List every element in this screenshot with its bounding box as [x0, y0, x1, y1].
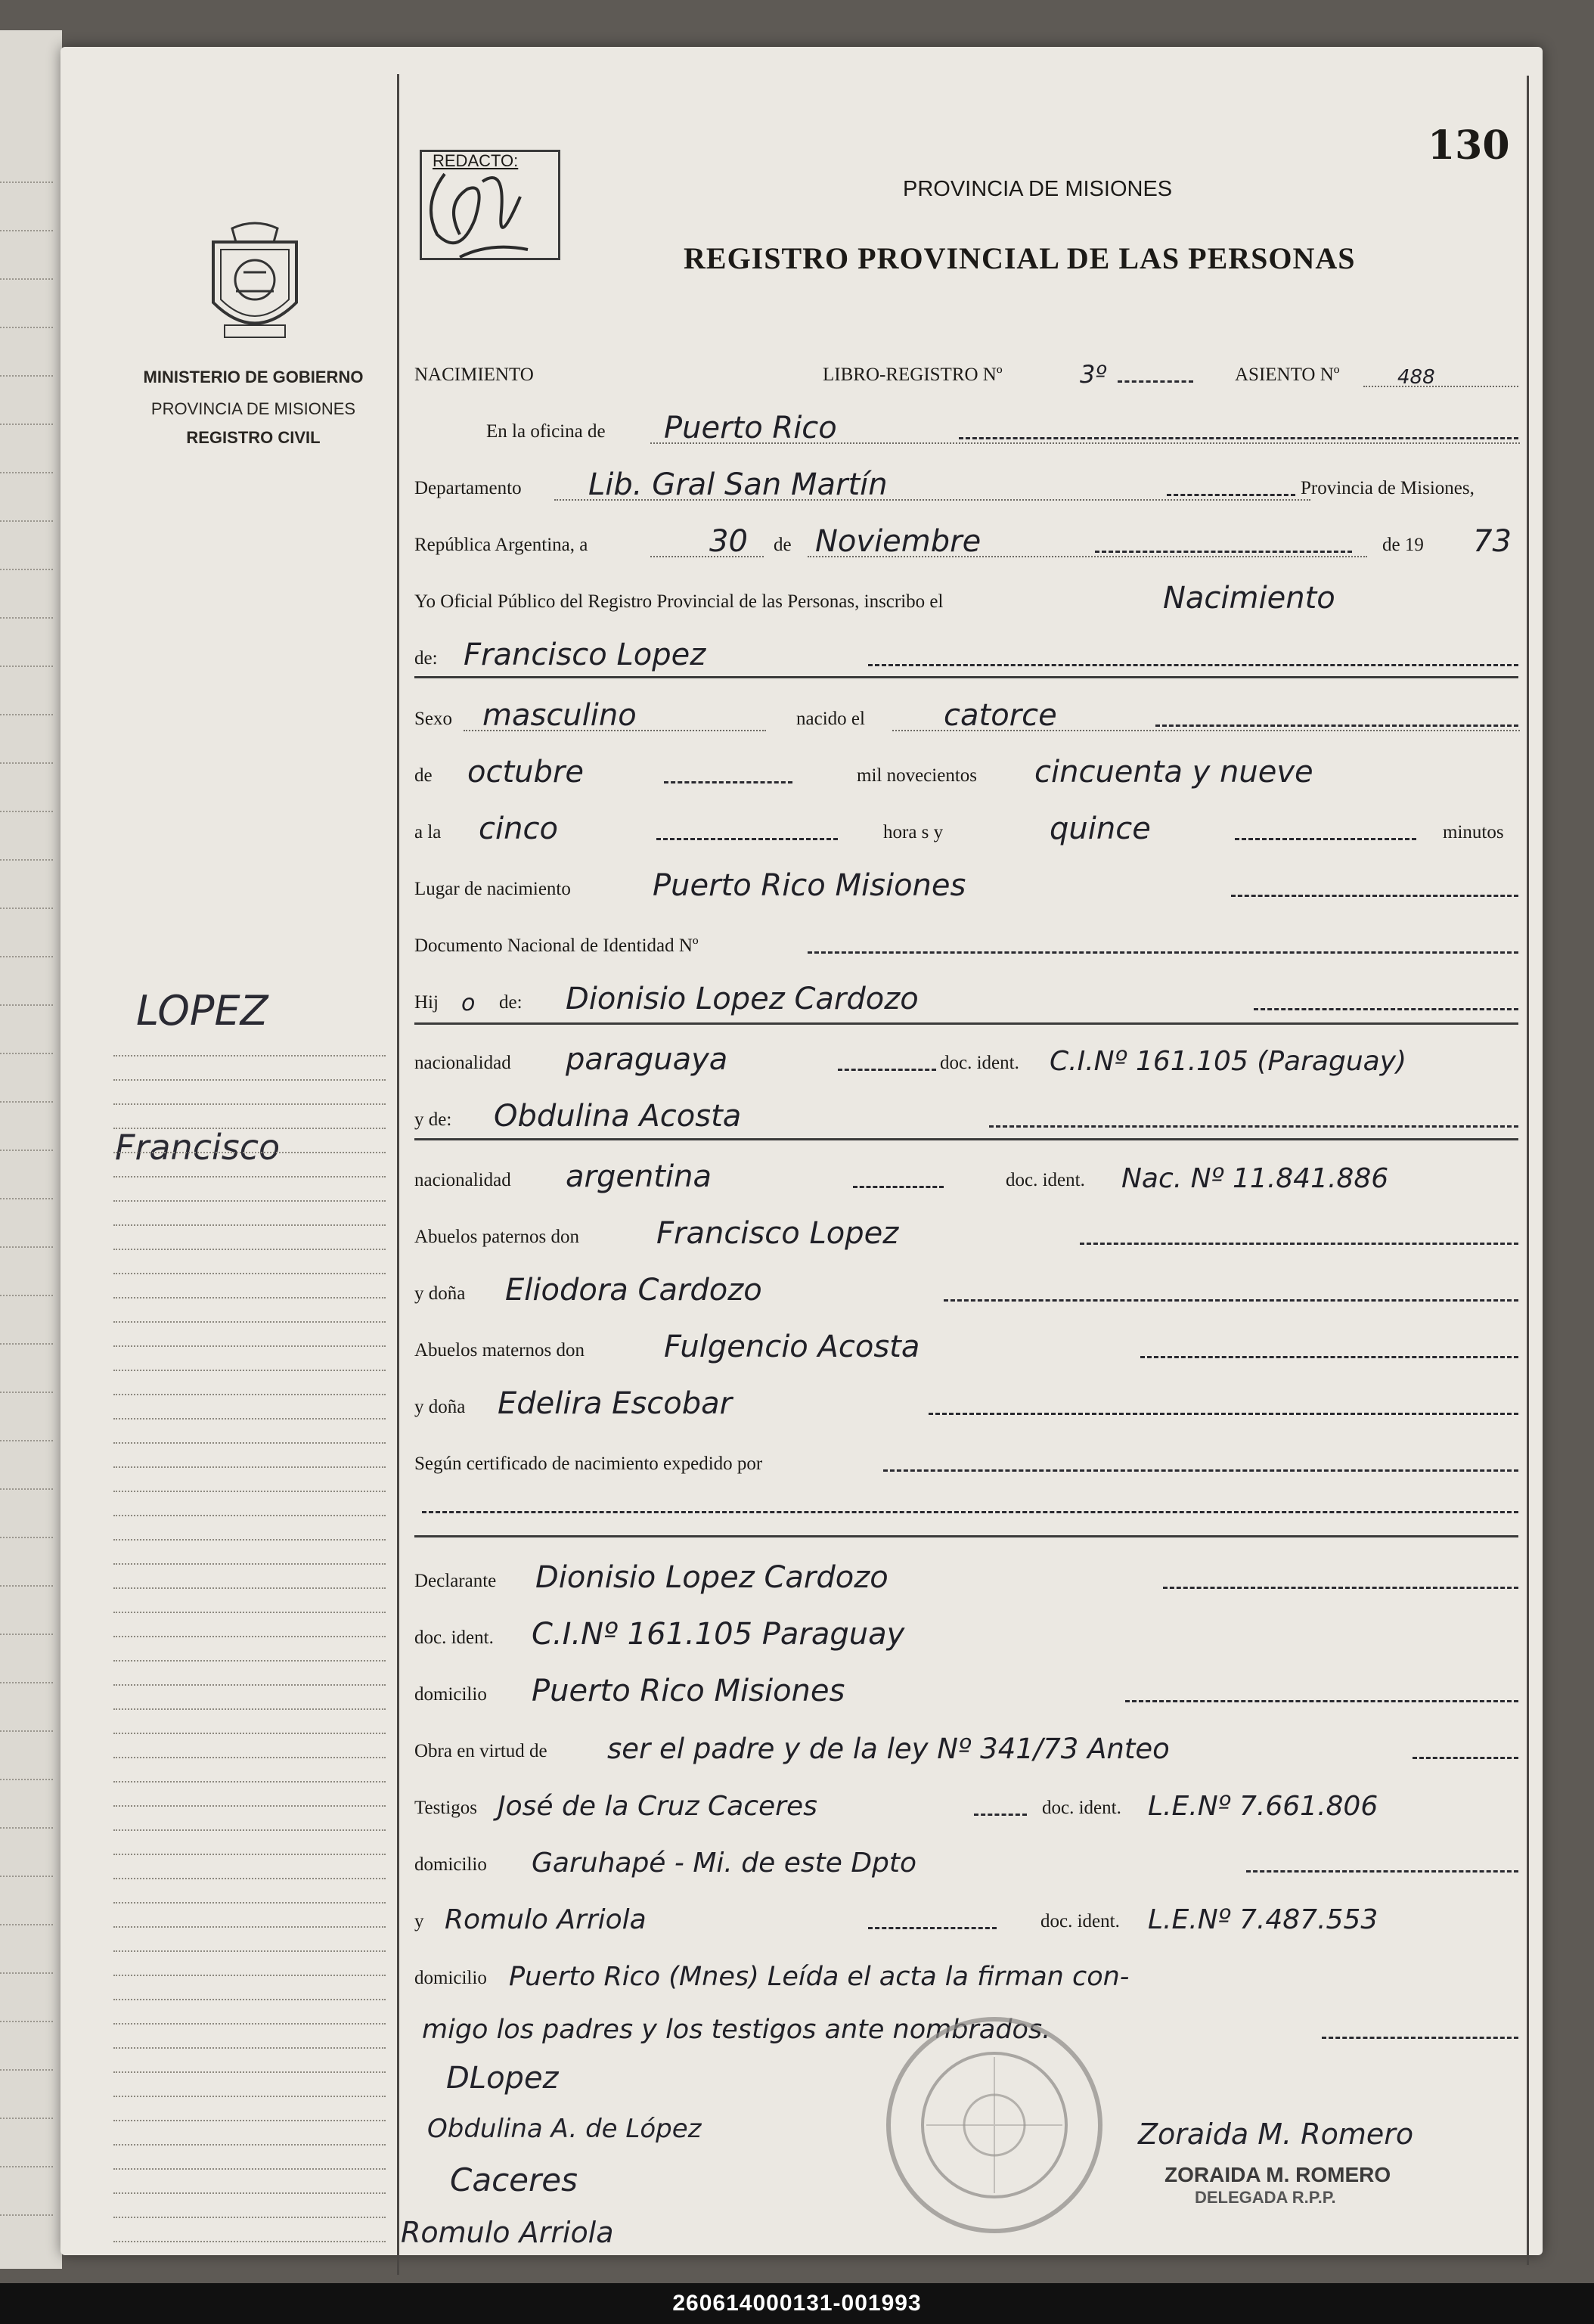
row-dni — [414, 919, 1520, 964]
facing-page-line — [0, 1537, 53, 1538]
year-label: de 19 — [1382, 535, 1424, 555]
pat-grandmother: Eliodora Cardozo — [505, 1273, 762, 1308]
facing-page-line — [0, 1392, 53, 1393]
row-sex — [414, 692, 1520, 737]
minute-value: quince — [1050, 811, 1151, 846]
row-official — [414, 575, 1520, 620]
facing-page-line — [0, 666, 53, 667]
address-label: domicilio — [414, 1968, 487, 1988]
office-value: Puerto Rico — [664, 411, 837, 445]
facing-page-line — [0, 1488, 53, 1490]
sex-label: Sexo — [414, 709, 452, 729]
decl-doc-value: C.I.Nº 161.105 Paraguay — [532, 1617, 905, 1652]
dash-line — [1080, 1243, 1518, 1245]
father-nationality: paraguaya — [566, 1042, 728, 1077]
dash-line — [944, 1299, 1518, 1302]
dash-line — [838, 1069, 936, 1071]
officer-name: ZORAIDA M. ROMERO — [1164, 2163, 1391, 2186]
side-ruled-line — [113, 1902, 386, 1904]
decl-address: Puerto Rico Misiones — [532, 1674, 845, 1708]
facing-page-line — [0, 617, 53, 619]
declarant-label: Declarante — [414, 1571, 497, 1591]
witness1-signature: Caceres — [450, 2161, 578, 2198]
side-ruled-line — [113, 1999, 386, 2000]
facing-page-line — [0, 1101, 53, 1103]
and-label: y — [414, 1911, 424, 1931]
row-mat-grandmother — [414, 1380, 1520, 1426]
side-ruled-line — [113, 1612, 386, 1613]
side-ruled-line — [113, 1878, 386, 1879]
margin-rule — [397, 74, 399, 2275]
row-witness2 — [414, 1894, 1520, 1940]
row-declarant-doc — [414, 1611, 1520, 1656]
facing-page-line — [0, 1876, 53, 1877]
registry-round-stamp-icon — [881, 2012, 1108, 2239]
dona-label: y doña — [414, 1397, 466, 1417]
at-label: a la — [414, 822, 442, 842]
entry-label: ASIENTO Nº — [1235, 365, 1340, 385]
witness2-signature: Romulo Arriola — [401, 2216, 614, 2249]
mother-signature: Obdulina A. de López — [427, 2114, 702, 2144]
book-value: 3º — [1080, 360, 1107, 389]
provincial-seal-icon — [198, 219, 312, 348]
row-witness1-address — [414, 1838, 1520, 1883]
witness1-name: José de la Cruz Caceres — [498, 1791, 817, 1822]
facing-page-line — [0, 1150, 53, 1151]
dash-line — [989, 1125, 1518, 1128]
dni-label: Documento Nacional de Identidad Nº — [414, 935, 699, 956]
facing-page-line — [0, 1343, 53, 1345]
side-ruled-line — [113, 1176, 386, 1178]
born-de-label: de — [414, 765, 433, 786]
office-label: En la oficina de — [486, 421, 606, 442]
side-ruled-line — [113, 1660, 386, 1662]
dash-line — [1322, 2037, 1518, 2039]
row-name — [414, 631, 1520, 677]
dash-line — [929, 1413, 1518, 1415]
witness-label: Testigos — [414, 1798, 477, 1818]
side-ruled-line — [113, 1079, 386, 1081]
republic-label: República Argentina, a — [414, 535, 588, 555]
side-ruled-line — [113, 2168, 386, 2170]
side-ruled-line — [113, 2192, 386, 2194]
row-date — [414, 518, 1520, 563]
pat-grandfather: Francisco Lopez — [656, 1216, 899, 1251]
facing-page-line — [0, 2118, 53, 2119]
witness2-doc: L.E.Nº 7.487.553 — [1148, 1904, 1378, 1935]
facing-page-line — [0, 472, 53, 473]
facing-page-line — [0, 230, 53, 231]
witness2-address: Puerto Rico (Mnes) Leída el acta la firman con- — [509, 1962, 1130, 1992]
day-value: 30 — [709, 524, 748, 559]
facing-page-line — [0, 1972, 53, 1974]
address-label: domicilio — [414, 1854, 487, 1875]
de-label: de — [774, 535, 792, 555]
section-rule — [414, 1138, 1518, 1140]
dash-line — [883, 1469, 1518, 1472]
dotted-line — [1363, 386, 1518, 387]
dash-line — [1235, 838, 1416, 840]
father-signature: DLopez — [446, 2061, 559, 2096]
declarant-value: Dionisio Lopez Cardozo — [535, 1560, 888, 1595]
registry-heading: REGISTRO PROVINCIAL DE LAS PERSONAS — [684, 241, 1356, 275]
closing-line: migo los padres y los testigos ante nombrados. — [422, 2015, 1051, 2045]
dash-line — [1125, 1700, 1518, 1702]
side-ruled-line — [113, 1297, 386, 1299]
side-ruled-line — [113, 1273, 386, 1274]
side-ruled-line — [113, 1442, 386, 1444]
department-value: Lib. Gral San Martín — [588, 467, 888, 502]
child-de-label: de: — [499, 992, 523, 1013]
dash-line — [422, 1511, 1518, 1513]
facing-page-line — [0, 278, 53, 280]
section-rule — [414, 1022, 1518, 1025]
doc-label: doc. ident. — [1006, 1170, 1085, 1190]
facing-page-line — [0, 908, 53, 909]
witness1-doc: L.E.Nº 7.661.806 — [1148, 1791, 1378, 1822]
dash-line — [656, 838, 838, 840]
side-ruled-line — [113, 1926, 386, 1928]
book-label: LIBRO-REGISTRO Nº — [823, 365, 1003, 385]
facing-page-line — [0, 1053, 53, 1054]
side-ruled-line — [113, 1055, 386, 1057]
side-ruled-line — [113, 1781, 386, 1783]
document-code: 260614000131-001993 — [672, 2291, 922, 2316]
by-virtue-value: ser el padre y de la ley Nº 341/73 Anteo — [607, 1733, 1170, 1765]
side-ruled-line — [113, 2144, 386, 2146]
side-given-name: Francisco — [115, 1127, 281, 1168]
facing-page-line — [0, 1682, 53, 1683]
facing-page-line — [0, 1779, 53, 1780]
mat-label: Abuelos maternos don — [414, 1340, 585, 1361]
act-value: Nacimiento — [1163, 581, 1335, 616]
side-ruled-line — [113, 1829, 386, 1831]
child-label: Hij — [414, 992, 439, 1013]
ministry-title: MINISTERIO DE GOBIERNO — [143, 368, 364, 386]
entry-value: 488 — [1397, 366, 1435, 389]
side-ruled-line — [113, 1200, 386, 1202]
side-ruled-line — [113, 1708, 386, 1710]
dash-line — [853, 1186, 944, 1188]
side-ruled-line — [113, 2071, 386, 2073]
facing-page-line — [0, 1004, 53, 1006]
facing-page-line — [0, 956, 53, 957]
side-ruled-line — [113, 1684, 386, 1686]
dash-line — [974, 1814, 1027, 1816]
officer-role: DELEGADA R.P.P. — [1195, 2188, 1336, 2207]
dash-line — [664, 781, 792, 783]
row-place — [414, 862, 1520, 908]
facing-page-line — [0, 424, 53, 425]
row-declarant — [414, 1554, 1520, 1599]
official-text: Yo Oficial Público del Registro Provincial de las Personas, inscribo el — [414, 591, 944, 612]
side-ruled-line — [113, 1394, 386, 1395]
sex-value: masculino — [482, 698, 637, 733]
facing-page-line — [0, 1730, 53, 1732]
row-father-nationality — [414, 1036, 1520, 1081]
dash-line — [1413, 1757, 1518, 1759]
mother-doc: Nac. Nº 11.841.886 — [1121, 1163, 1389, 1194]
nationality-label: nacionalidad — [414, 1170, 511, 1190]
dash-line — [868, 1927, 997, 1929]
row-declarant-address — [414, 1668, 1520, 1713]
nationality-label: nacionalidad — [414, 1053, 511, 1073]
facing-page-line — [0, 811, 53, 812]
officer-signature: Zoraida M. Romero — [1138, 2118, 1414, 2151]
by-virtue-label: Obra en virtud de — [414, 1741, 547, 1761]
dash-line — [1095, 551, 1352, 553]
side-ruled-line — [113, 1491, 386, 1492]
side-ruled-line — [113, 2120, 386, 2121]
facing-page-line — [0, 2214, 53, 2216]
row-certificate-cont — [414, 1478, 1520, 1524]
row-book-entry — [414, 348, 1520, 393]
facing-page-line — [0, 182, 53, 183]
doc-label: doc. ident. — [1040, 1911, 1120, 1931]
section-rule — [414, 1535, 1518, 1537]
record-type-label: NACIMIENTO — [414, 365, 534, 385]
place-label: Lugar de nacimiento — [414, 879, 571, 899]
department-label: Departamento — [414, 478, 522, 498]
row-by-virtue — [414, 1724, 1520, 1770]
father-value: Dionisio Lopez Cardozo — [566, 982, 919, 1016]
mat-grandfather: Fulgencio Acosta — [664, 1330, 920, 1364]
facing-page-line — [0, 2069, 53, 2071]
province-heading: PROVINCIA DE MISIONES — [903, 177, 1173, 201]
facing-page-line — [0, 1440, 53, 1441]
side-ruled-line — [113, 1345, 386, 1347]
row-mat-grandfather — [414, 1323, 1520, 1369]
side-ruled-line — [113, 1128, 386, 1129]
side-ruled-line — [113, 1466, 386, 1468]
hour-value: cinco — [479, 811, 558, 846]
born-month-value: octubre — [467, 755, 584, 790]
dash-line — [868, 664, 1518, 666]
facing-page-line — [0, 859, 53, 861]
witness2-name: Romulo Arriola — [445, 1904, 647, 1935]
side-ruled-line — [113, 1805, 386, 1807]
facing-page-line — [0, 1827, 53, 1829]
row-witness2-address — [414, 1951, 1520, 1997]
dona-label: y doña — [414, 1283, 466, 1304]
side-ruled-line — [113, 1539, 386, 1541]
dash-line — [1231, 895, 1518, 897]
side-ruled-line — [113, 1854, 386, 1855]
address-label: domicilio — [414, 1684, 487, 1705]
side-ruled-line — [113, 1370, 386, 1371]
side-ruled-line — [113, 1587, 386, 1589]
ministry-province: PROVINCIA DE MISIONES — [150, 399, 356, 418]
facing-page-line — [0, 520, 53, 522]
side-ruled-line — [113, 2241, 386, 2242]
thousand-label: mil novecientos — [857, 765, 977, 786]
mother-value: Obdulina Acosta — [494, 1099, 742, 1134]
side-ruled-line — [113, 1152, 386, 1153]
dash-line — [1118, 380, 1193, 383]
side-ruled-line — [113, 2217, 386, 2218]
side-ruled-line — [113, 1975, 386, 1976]
born-year-value: cincuenta y nueve — [1034, 755, 1313, 790]
facing-page-line — [0, 762, 53, 764]
facing-page-line — [0, 1585, 53, 1587]
side-ruled-line — [113, 1563, 386, 1565]
facing-page-line — [0, 714, 53, 715]
pat-label: Abuelos paternos don — [414, 1227, 580, 1247]
side-ruled-line — [113, 1733, 386, 1734]
name-label: de: — [414, 648, 438, 669]
row-witness1 — [414, 1781, 1520, 1826]
facing-page-line — [0, 569, 53, 570]
province-label: Provincia de Misiones, — [1301, 478, 1475, 498]
facing-page-line — [0, 1295, 53, 1296]
row-pat-grandfather — [414, 1210, 1520, 1255]
facing-page-line — [0, 327, 53, 328]
row-hour — [414, 805, 1520, 851]
row-office — [414, 405, 1520, 450]
row-mother — [414, 1093, 1520, 1138]
father-doc: C.I.Nº 161.105 (Paraguay) — [1050, 1046, 1407, 1077]
dash-line — [1163, 1587, 1518, 1589]
born-label: nacido el — [796, 709, 865, 729]
name-value: Francisco Lopez — [464, 638, 706, 672]
dash-line — [1167, 494, 1295, 496]
side-surname: LOPEZ — [136, 987, 268, 1035]
mat-grandmother: Edelira Escobar — [498, 1386, 733, 1421]
mother-nationality: argentina — [566, 1159, 712, 1194]
redacto-initials — [414, 151, 550, 265]
facing-page-line — [0, 2166, 53, 2167]
side-ruled-line — [113, 1321, 386, 1323]
doc-label: doc. ident. — [940, 1053, 1019, 1073]
row-father — [414, 976, 1520, 1021]
cert-label: Según certificado de nacimiento expedido por — [414, 1454, 763, 1474]
side-ruled-line — [113, 1103, 386, 1105]
facing-page-line — [0, 2021, 53, 2022]
row-certificate — [414, 1437, 1520, 1482]
born-day-value: catorce — [944, 698, 1057, 733]
redacto-label: REDACTO: — [433, 151, 519, 170]
facing-page-line — [0, 1634, 53, 1635]
side-ruled-line — [113, 1224, 386, 1226]
mother-de-label: y de: — [414, 1109, 452, 1130]
folio-number: 130 — [1428, 123, 1510, 169]
ministry-registry: REGISTRO CIVIL — [186, 428, 321, 447]
facing-page-line — [0, 1246, 53, 1248]
month-value: Noviembre — [815, 524, 982, 559]
side-ruled-line — [113, 1636, 386, 1637]
dash-line — [1254, 1008, 1518, 1010]
place-value: Puerto Rico Misiones — [653, 868, 966, 903]
facing-page-line — [0, 1198, 53, 1199]
witness1-address: Garuhapé - Mi. de este Dpto — [532, 1848, 917, 1879]
facing-page-line — [0, 1924, 53, 1925]
side-ruled-line — [113, 1249, 386, 1250]
decl-doc-label: doc. ident. — [414, 1627, 494, 1648]
facing-page-line — [0, 375, 53, 377]
row-mother-nationality — [414, 1153, 1520, 1199]
dash-line — [1246, 1870, 1518, 1873]
row-pat-grandmother — [414, 1267, 1520, 1312]
row-department — [414, 461, 1520, 507]
side-ruled-line — [113, 1950, 386, 1952]
minutes-label: minutos — [1443, 822, 1504, 842]
side-ruled-line — [113, 1757, 386, 1758]
section-rule — [414, 676, 1518, 678]
dash-line — [808, 951, 1518, 954]
right-rule — [1527, 76, 1529, 2265]
hours-label: hora s y — [883, 822, 944, 842]
child-suffix: o — [461, 990, 476, 1016]
row-born-date — [414, 749, 1520, 794]
doc-label: doc. ident. — [1042, 1798, 1121, 1818]
dash-line — [959, 437, 1518, 439]
side-ruled-line — [113, 2047, 386, 2049]
facing-page-edge — [0, 30, 62, 2269]
side-ruled-line — [113, 2096, 386, 2097]
dash-line — [1155, 725, 1518, 727]
side-ruled-line — [113, 1515, 386, 1516]
side-ruled-line — [113, 2023, 386, 2025]
side-ruled-line — [113, 1418, 386, 1420]
year-value: 73 — [1473, 524, 1512, 559]
dash-line — [1140, 1356, 1518, 1358]
